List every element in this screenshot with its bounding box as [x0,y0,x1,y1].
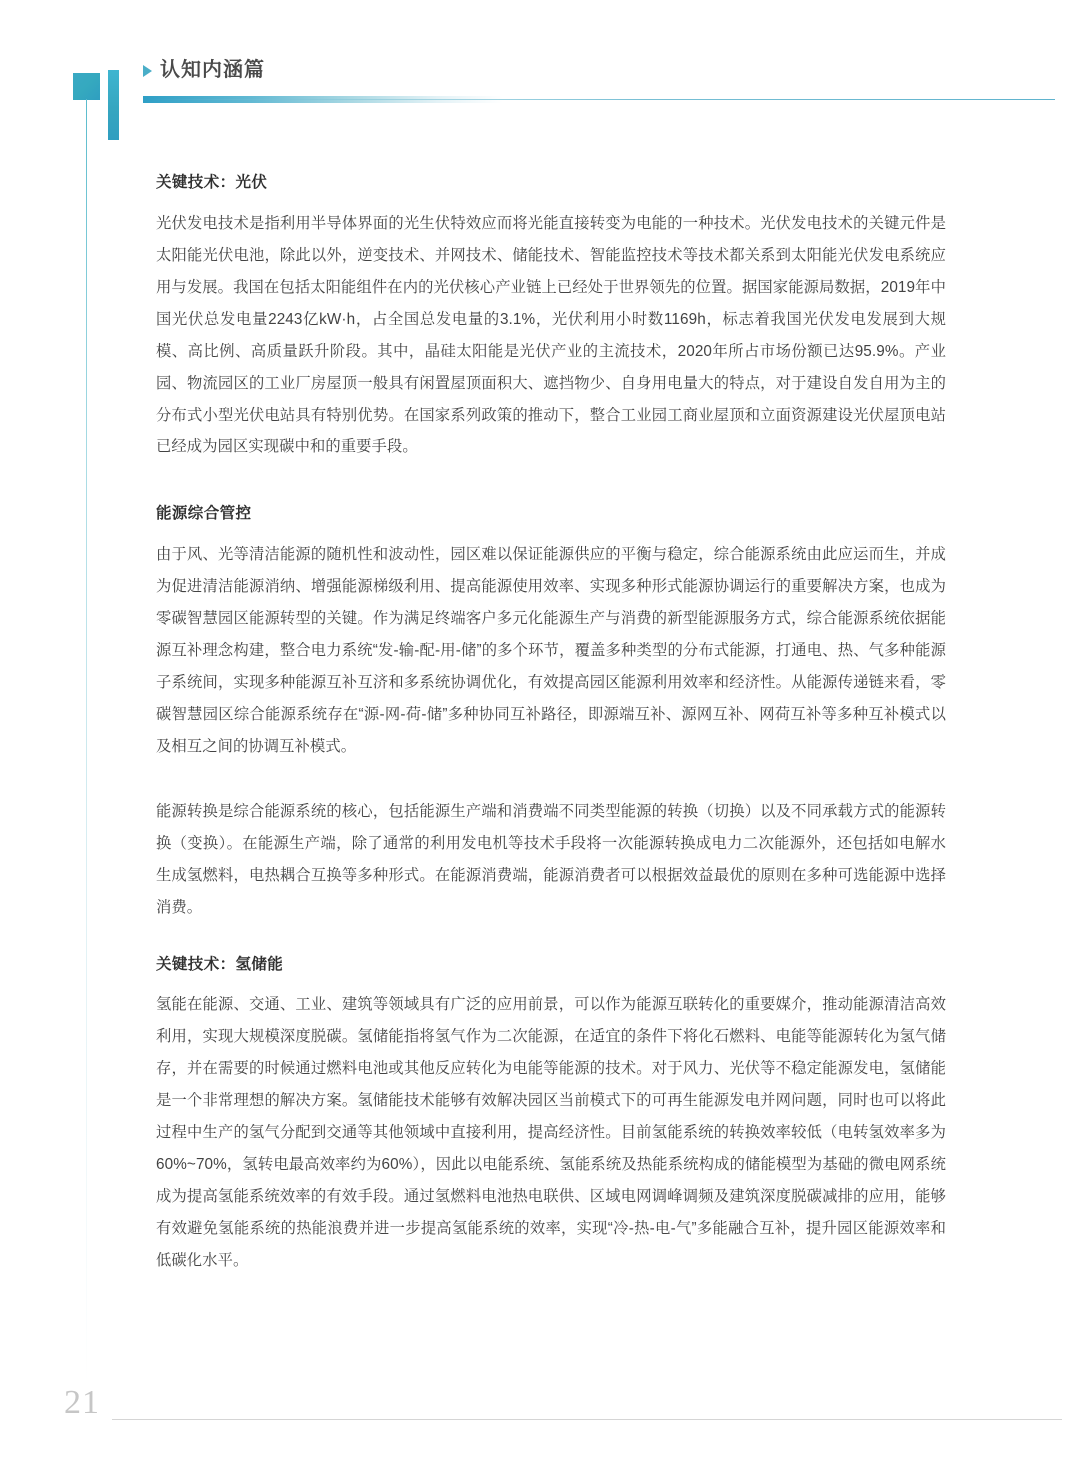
running-head-title: 认知内涵篇 [160,59,265,81]
section-spacer [156,463,946,503]
paragraph-spacer [156,763,946,796]
section-paragraph: 氢能在能源、交通、工业、建筑等领域具有广泛的应用前景，可以作为能源互联转化的重要媒介，推动能源清洁高效利用，实现大规模深度脱碳。氢储能指将氢气作为二次能源，在适宜的条件下将化石燃料、电能等能源转化为氢气储存，并在需要的时候通过燃料电池或其他反应转化为电能等能源的技术。对于风力、光伏等不稳定能源发电，氢储能是一个非常理想的解决方案。氢储能技术能够有效解决园区当前模式下的可再生能源发电并网问题，同时也可以将此过程中生产的氢气分配到交通等其他领域中直接利用，提高经济性。目前氢能系统的转换效率较低（电转氢效率多为60%~70%，氢转电最高效率约为60%），因此以电能系统、氢能系统及热能系统构成的储能模型为基础的微电网系统成为提高氢能系统效率的有效手段。通过氢燃料电池热电联供、区域电网调峰调频及建筑深度脱碳减排的应用，能够有效避免氢能系统的热能浪费并进一步提高氢能系统的效率，实现“冷-热-电-气”多能融合互补，提升园区能源效率和低碳化水平。 [156,996,946,1270]
section-paragraph: 能源转换是综合能源系统的核心，包括能源生产端和消费端不同类型能源的转换（切换）以及不同承载方式的能源转换（变换）。在能源生产端，除了通常的利用发电机等技术手段将一次能源转换成电力二次能源外，还包括如电解水生成氢燃料，电热耦合互换等多种形式。在能源消费端，能源消费者可以根据效益最优的原则在多种可选能源中选择消费。 [156,802,946,916]
page-number: 21 [64,1384,100,1421]
section-paragraph: 由于风、光等清洁能源的随机性和波动性，园区难以保证能源供应的平衡与稳定，综合能源系统由此应运而生，并成为促进清洁能源消纳、增强能源梯级利用、提高能源使用效率、实现多种形式能源协调运行的重要解决方案，也成为零碳智慧园区能源转型的关键。作为满足终端客户多元化能源生产与消费的新型能源服务方式，综合能源系统依据能源互补理念构建，整合电力系统“发-输-配-用-储”的多个环节，覆盖多种类型的分布式能源，打通电、热、气多种能源子系统间，实现多种能源互补互济和多系统协调优化，有效提高园区能源利用效率和经济性。从能源传递链来看，零碳智慧园区综合能源系统存在“源-网-荷-储”多种协同互补路径，即源端互补、源网互补、网荷互补等多种互补模式以及相互之间的协调互补模式。 [156,546,946,755]
section-spacer [156,924,946,954]
section-energy-management [156,503,946,923]
section-photovoltaic [156,172,946,463]
running-head [143,60,265,80]
decorative-vertical-bar [108,70,119,140]
section-hydrogen-storage [156,954,946,1277]
section-heading: 关键技术：氢储能 [156,955,284,973]
section-paragraph: 光伏发电技术是指利用半导体界面的光生伏特效应而将光能直接转变为电能的一种技术。光伏发电技术的关键元件是太阳能光伏电池，除此以外，逆变技术、并网技术、储能技术、智能监控技术等技术都关系到太阳能光伏发电系统应用与发展。我国在包括太阳能组件在内的光伏核心产业链上已经处于世界领先的位置。据国家能源局数据，2019年中国光伏总发电量2243亿kW·h，占全国总发电量的3.1%，光伏利用小时数1169h，标志着我国光伏发电发展到大规模、高比例、高质量跃升阶段。其中，晶硅太阳能是光伏产业的主流技术，2020年所占市场份额已达95.9%。产业园、物流园区的工业厂房屋顶一般具有闲置屋顶面积大、遮挡物少、自身用电量大的特点，对于建设自发自用为主的分布式小型光伏电站具有特别优势。在国家系列政策的推动下，整合工业园工商业屋顶和立面资源建设光伏屋顶电站已经成为园区实现碳中和的重要手段。 [156,214,946,456]
page-content [156,172,946,1277]
header-rule-hairline [143,99,1055,100]
decorative-vertical-hairline [86,99,87,1384]
triangle-bullet-icon [143,65,152,77]
footer-rule [112,1419,1062,1420]
section-heading: 关键技术：光伏 [156,174,268,191]
decorative-square-mark [73,73,100,100]
section-heading: 能源综合管控 [156,505,252,523]
